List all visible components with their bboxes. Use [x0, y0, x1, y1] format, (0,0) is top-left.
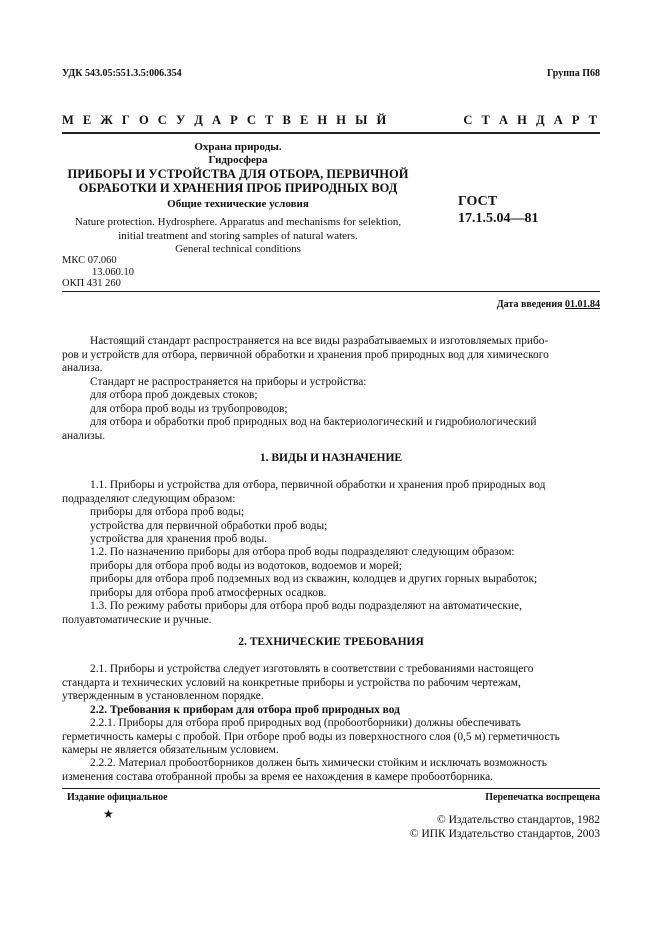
intro-p1-line3: анализа.	[62, 362, 103, 374]
intro-date-label: Дата введения	[496, 299, 563, 310]
gost-number: 17.1.5.04—81	[458, 211, 539, 226]
s21-line3: утвержденным в установленном порядке.	[62, 690, 264, 702]
s12-line: 1.2. По назначению приборы для отбора проб воды подразделяют следующим образом:	[90, 546, 515, 558]
s21-line1: 2.1. Приборы и устройства следует изготовлять в соответствии с требованиями настоящего	[90, 663, 534, 675]
s221-line1: 2.2.1. Приборы для отбора проб природных вод (пробоотборники) должны обеспечивать	[90, 717, 521, 729]
document-subtitle: Общие технические условия	[167, 198, 309, 210]
copyright	[410, 813, 600, 841]
intro-date	[497, 299, 600, 310]
s11-item-b: устройства для первичной обработки проб воды;	[90, 520, 328, 532]
banner-left: М Е Ж Г О С У Д А Р С Т В Е Н Н Ы Й	[62, 113, 390, 127]
document-title	[62, 167, 414, 195]
s222-line1: 2.2.2. Материал пробоотборников должен быть химически стойким и исключать возможность	[90, 757, 547, 769]
category-line-2: Гидросфера	[208, 154, 268, 166]
intro-p1-line1: Настоящий стандарт распространяется на все виды разрабатываемых и изготовляемых прибо-	[90, 335, 549, 347]
intro-p3: для отбора проб дождевых стоков;	[90, 389, 258, 401]
title-line-1: ПРИБОРЫ И УСТРОЙСТВА ДЛЯ ОТБОРА, ПЕРВИЧНОЙ	[67, 167, 409, 181]
s12-item-b: приборы для отбора проб подземных вод из скважин, колодцев и других горных выработок;	[90, 573, 538, 585]
intro-p2: Стандарт не распространяется на приборы и устройства:	[90, 376, 367, 388]
s11-item-c: устройства для хранения проб воды.	[90, 533, 268, 545]
reprint-notice: Перепечатка воспрещена	[485, 792, 600, 803]
s12-item-c: приборы для отбора проб атмосферных осадков.	[90, 587, 327, 599]
section-2-heading: 2. ТЕХНИЧЕСКИЕ ТРЕБОВАНИЯ	[238, 636, 424, 648]
standard-banner	[62, 113, 600, 128]
copyright-line-1: © Издательство стандартов, 1982	[436, 814, 600, 826]
classification-codes	[62, 255, 134, 290]
s11-line2: подразделяют следующим образом:	[62, 493, 236, 505]
footer-rule	[62, 788, 600, 789]
section-1-heading: 1. ВИДЫ И НАЗНАЧЕНИЕ	[259, 452, 403, 464]
banner-right: С Т А Н Д А Р Т	[463, 113, 600, 127]
intro-date-value: 01.01.84	[565, 299, 600, 310]
s22-heading: 2.2. Требования к приборам для отбора проб природных вод	[90, 704, 400, 716]
intro-p5-line2: анализы.	[62, 430, 106, 442]
mks-code-2: 13.060.10	[92, 266, 134, 278]
s11-item-a: приборы для отбора проб воды;	[90, 506, 245, 518]
okp-code: ОКП 431 260	[62, 278, 121, 289]
s13-line1: 1.3. По режиму работы приборы для отбора проб воды подразделяют на автоматические,	[90, 600, 522, 612]
official-edition: Издание официальное	[67, 792, 168, 803]
udk-code: УДК 543.05:551.3.5:006.354	[62, 68, 182, 79]
intro-p5-line1: для отбора и обработки проб природных вод на бактериологический и гидробиологический	[90, 416, 537, 428]
s221-line2: герметичность камеры с пробой. При отборе проб воды из поверхностного слоя (0,5 м) герметичность	[62, 731, 560, 743]
s21-line2: стандарта и технических условий на конкретные приборы и устройства по рабочим чертежам,	[62, 677, 521, 689]
star-icon: ★	[103, 807, 114, 821]
mks-code: МКС 07.060	[62, 255, 117, 266]
english-line-3: General technical conditions	[175, 243, 301, 255]
group-code: Группа П68	[547, 68, 600, 79]
intro-p1-line2: ров и устройств для отбора, первичной обработки и хранения проб природных вод для химического	[62, 349, 549, 361]
english-title	[62, 216, 414, 257]
s11-line1: 1.1. Приборы и устройства для отбора, первичной обработки и хранения проб природных вод	[90, 479, 546, 491]
category-line-1: Охрана природы.	[194, 141, 282, 153]
english-line-1: Nature protection. Hydrosphere. Apparatus and mechanisms for selektion,	[74, 216, 402, 228]
s221-line3: камеры не является обязательным условием.	[62, 744, 279, 756]
title-line-2: ОБРАБОТКИ И ХРАНЕНИЯ ПРОБ ПРИРОДНЫХ ВОД	[78, 181, 398, 195]
s222-line2: изменения состава отобранной пробы за время ее нахождения в камере пробоотборника.	[62, 771, 494, 783]
gost-label: ГОСТ	[458, 194, 498, 209]
category	[62, 141, 414, 167]
s12-item-a: приборы для отбора проб воды из водотоков, водоемов и морей;	[90, 560, 402, 572]
codes-rule	[62, 291, 600, 292]
copyright-line-2: © ИПК Издательство стандартов, 2003	[409, 828, 600, 840]
english-line-2: initial treatment and storing samples of natural waters.	[118, 229, 358, 242]
banner-rule	[62, 132, 600, 134]
intro-p4: для отбора проб воды из трубопроводов;	[90, 403, 288, 415]
s13-line2: полуавтоматические и ручные.	[62, 614, 212, 626]
gost-designation	[458, 193, 539, 227]
